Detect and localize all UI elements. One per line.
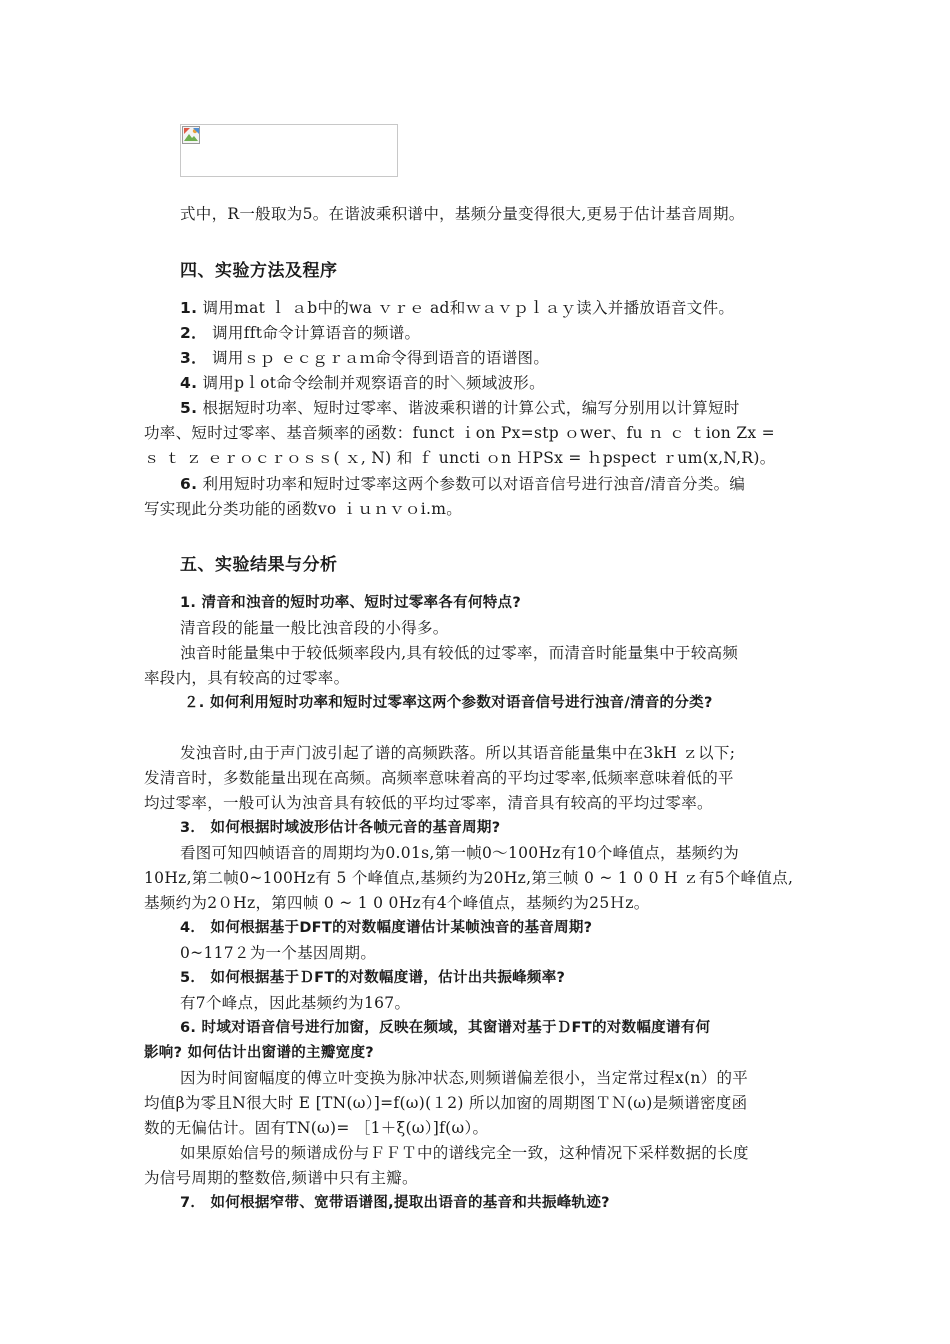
answer-text: 如果原始信号的频谱成份与ＦＦＴ中的谱线完全一致，这种情况下采样数据的长度 bbox=[180, 1144, 749, 1162]
item-number: 6. bbox=[180, 475, 198, 493]
answer-text: 看图可知四帧语音的周期均为0.01s,第一帧0～100Hz有10个峰值点，基频约为 bbox=[180, 844, 740, 862]
answer-text: 为信号周期的整数倍,频谱中只有主瓣。 bbox=[144, 1169, 418, 1187]
answer-text: 均过零率，一般可认为浊音具有较低的平均过零率，清音具有较高的平均过零率。 bbox=[144, 794, 713, 812]
method-item-5-cont-1: 功率、短时过零率、基音频率的函数：funct ｉon Px=stp ｏwer、fu ｎ ｃ ｔion Zx = bbox=[144, 424, 775, 442]
item-number: 2． bbox=[180, 324, 207, 342]
item-number: 5. bbox=[180, 399, 198, 417]
answer-text: 因为时间窗幅度的傅立叶变换为脉冲状态,则频谱偏差很小，当定常过程x(n）的平 bbox=[180, 1069, 749, 1087]
section-5-heading: 五、实验结果与分析 bbox=[180, 555, 338, 575]
question-6-cont: 影响? 如何估计出窗谱的主瓣宽度? bbox=[144, 1045, 374, 1061]
item-text: 调用fft命令计算语音的频谱。 bbox=[206, 324, 421, 342]
item-text: 调用mat ｌ ａb中的wa ｖｒｅ ad和ｗａｖｐｌａｙ读入并播放语音文件。 bbox=[197, 299, 735, 317]
question-5: 5． 如何根据基于ＤFT的对数幅度谱，估计出共振峰频率? bbox=[180, 970, 566, 986]
method-item-4 bbox=[180, 371, 545, 395]
section-4-heading: 四、实验方法及程序 bbox=[180, 261, 338, 281]
item-number: 4. bbox=[180, 374, 198, 392]
answer-text: 0~117２为一个基因周期。 bbox=[180, 944, 377, 962]
answer-text: 浊音时能量集中于较低频率段内,具有较低的过零率，而清音时能量集中于较高频 bbox=[180, 644, 739, 662]
method-item-3 bbox=[180, 346, 549, 370]
method-item-6-cont: 写实现此分类功能的函数vo ｉｕｎｖｏi.m。 bbox=[144, 500, 462, 518]
item-text: 利用短时功率和短时过零率这两个参数可以对语音信号进行浊音/清音分类。编 bbox=[197, 475, 746, 493]
question-3: 3． 如何根据时域波形估计各帧元音的基音周期? bbox=[180, 820, 501, 836]
question-4: 4． 如何根据基于DFT的对数幅度谱估计某帧浊音的基音周期? bbox=[180, 920, 593, 936]
answer-text: 均值β为零且N很大时 E [TN(ω）]=f(ω)(１2) 所以加窗的周期图ＴＮ(ω)是频谱密度函 bbox=[144, 1094, 748, 1112]
answer-text: 发浊音时,由于声门波引起了谱的高频跌落。所以其语音能量集中在3kH ｚ以下; bbox=[180, 744, 736, 762]
answer-text: 10Hz,第二帧0~100Hz有 5 个峰值点,基频约为20Hz,第三帧 0 ~ 1 0 0 H ｚ有5个峰值点, bbox=[144, 869, 794, 887]
method-item-2 bbox=[180, 321, 420, 345]
method-item-1 bbox=[180, 296, 734, 320]
answer-text: 基频约为2０Hz，第四帧 0 ~ 1 0 0Hz有4个峰值点，基频约为25Ｈz。 bbox=[144, 894, 650, 912]
method-item-6 bbox=[180, 472, 745, 496]
method-item-5 bbox=[180, 396, 740, 420]
item-number: 1. bbox=[180, 299, 198, 317]
answer-text: 有7个峰点，因此基频约为167。 bbox=[180, 994, 411, 1012]
item-text: 调用ｓｐ ｅｃｇｒａｍ命令得到语音的语谱图。 bbox=[206, 349, 550, 367]
image-placeholder bbox=[180, 124, 398, 177]
question-6: 6. 时域对语音信号进行加窗，反映在频域，其窗谱对基于ＤFT的对数幅度谱有何 bbox=[180, 1020, 711, 1036]
answer-text: 清音段的能量一般比浊音段的小得多。 bbox=[180, 619, 449, 637]
item-number: 3． bbox=[180, 349, 207, 367]
item-text: 调用pｌot命令绘制并观察语音的时＼频域波形。 bbox=[197, 374, 545, 392]
answer-text: 发清音时，多数能量出现在高频。高频率意味着高的平均过零率,低频率意味着低的平 bbox=[144, 769, 734, 787]
question-1: 1. 清音和浊音的短时功率、短时过零率各有何特点? bbox=[180, 595, 522, 611]
question-2: ２. 如何利用短时功率和短时过零率这两个参数对语音信号进行浊音/清音的分类? bbox=[184, 695, 713, 711]
item-text: 根据短时功率、短时过零率、谐波乘积谱的计算公式，编写分别用以计算短时 bbox=[197, 399, 740, 417]
answer-text: 数的无偏估计。固有TN(ω)= ［1＋ξ(ω）]f(ω）。 bbox=[144, 1119, 489, 1137]
broken-image-icon bbox=[182, 126, 200, 144]
paragraph-text: 式中，R一般取为5。在谐波乘积谱中，基频分量变得很大,更易于估计基音周期。 bbox=[180, 205, 745, 223]
question-7: 7． 如何根据窄带、宽带语谱图,提取出语音的基音和共振峰轨迹? bbox=[180, 1195, 610, 1211]
answer-text: 率段内，具有较高的过零率。 bbox=[144, 669, 350, 687]
method-item-5-cont-2: ｓ ｔ ｚ ｅｒｏｃｒｏｓｓ( ｘ, N) 和 ｆ uncti ｏn ＨPSx = ｈpspect ｒum(x,N,R)。 bbox=[144, 449, 776, 467]
